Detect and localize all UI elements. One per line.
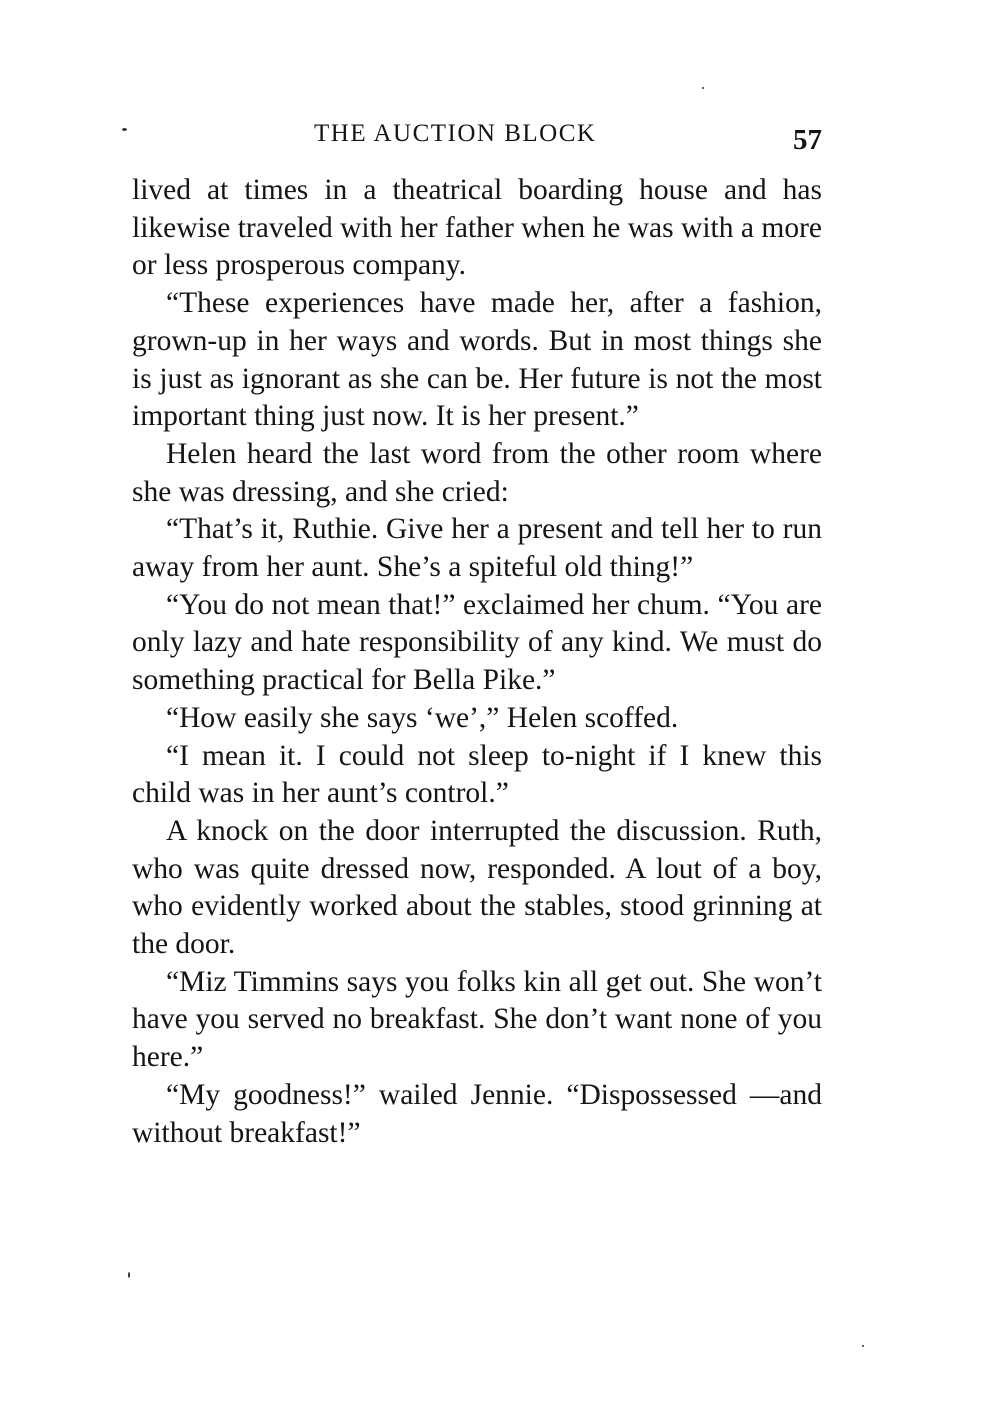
- running-head-title: THE AUCTION BLOCK: [314, 120, 597, 147]
- paragraph: “That’s it, Ruthie. Give her a present and tell her to run away from her aunt. She’s a spiteful old thing!”: [132, 513, 822, 584]
- paragraph: “You do not mean that!” exclaimed her chum. “You are only lazy and hate responsibility of any kind. We must do something practical for Bella Pike.”: [132, 588, 822, 697]
- paragraph: “My goodness!” wailed Jennie. “Dispossessed —and without breakfast!”: [132, 1078, 822, 1149]
- body-text: [132, 172, 822, 1152]
- paragraph: “These experiences have made her, after a fashion, grown-up in her ways and words. But in most things she is just as ignorant as she can be. Her future is not the most important thing just now. It is her present.”: [132, 287, 822, 433]
- scan-speck: [702, 87, 704, 89]
- paragraph: Helen heard the last word from the other room where she was dressing, and she cried:: [132, 437, 822, 508]
- page-number: 57: [793, 124, 822, 156]
- paragraph: “Miz Timmins says you folks kin all get out. She won’t have you served no breakfast. She don’t want none of you here.”: [132, 965, 822, 1074]
- paragraph: A knock on the door interrupted the discussion. Ruth, who was quite dressed now, responded. A lout of a boy, who evidently worked about the stables, stood grinning at the door.: [132, 814, 822, 961]
- paragraph: “I mean it. I could not sleep to-night if I knew this child was in her aunt’s control.”: [132, 739, 822, 810]
- scan-speck: [122, 128, 127, 131]
- paragraph: “How easily she says ‘we’,” Helen scoffed.: [166, 701, 679, 734]
- scan-speck: [862, 1345, 864, 1347]
- scan-speck: [128, 1272, 130, 1278]
- paragraph-continued: lived at times in a theatrical boarding house and has likewise traveled with her father when he was with a more or less prosperous company.: [132, 174, 822, 282]
- running-head: [132, 120, 822, 156]
